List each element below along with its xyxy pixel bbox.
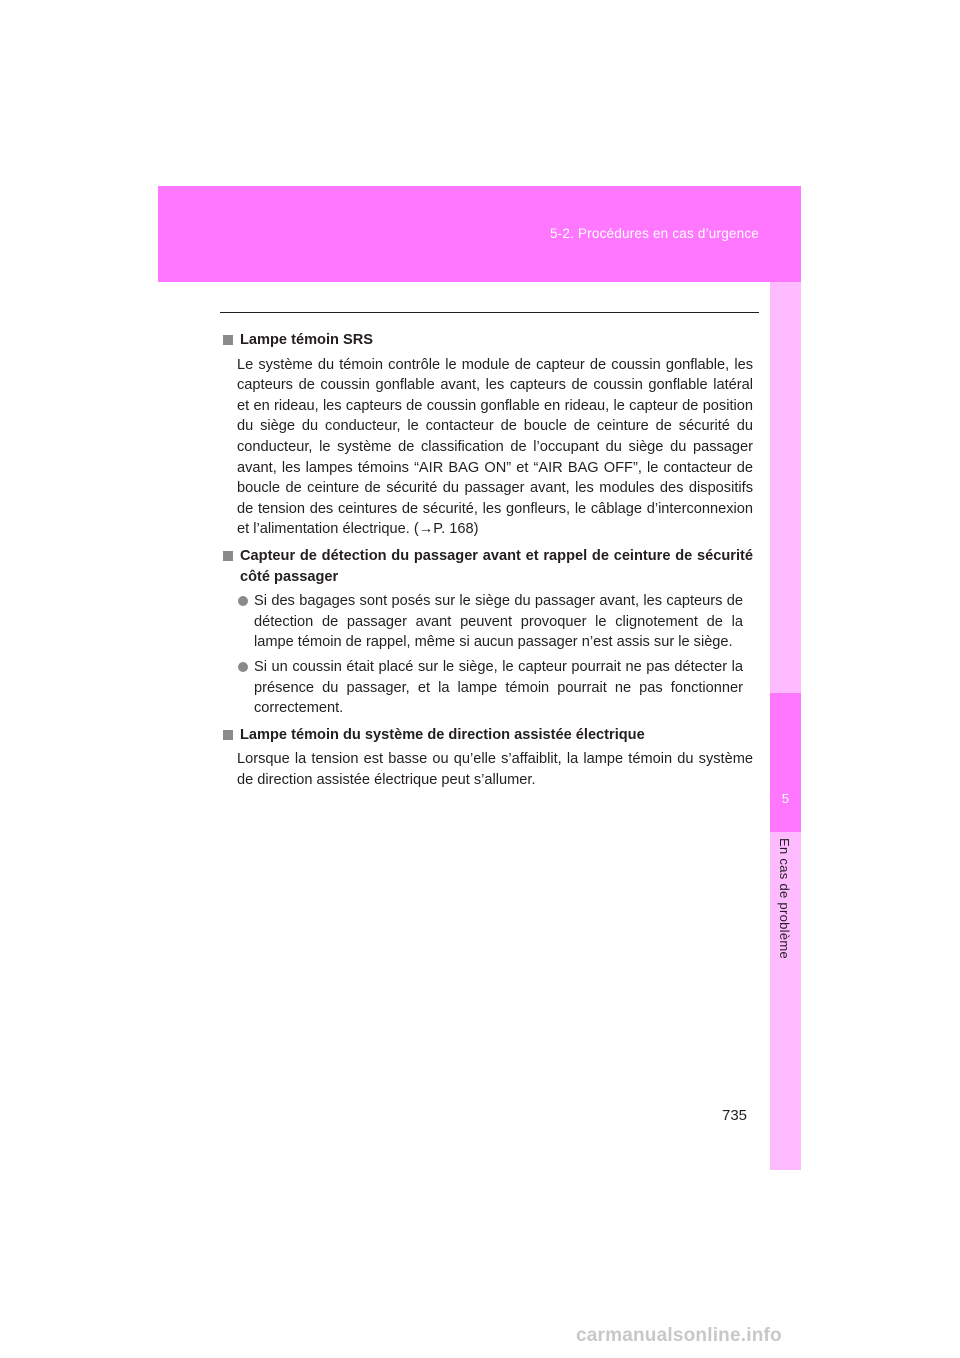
watermark: carmanualsonline.info	[576, 1325, 782, 1346]
heading-text: Capteur de détection du passager avant et rappel de ceinture de sécurité côté passager	[240, 547, 753, 585]
section-paragraph: Le système du témoin contrôle le module de capteur de coussin gonflable, les capteurs de coussin gonflable avant, les capteurs de coussin gonflable latéral et en rideau, les capteurs de coussin gonflable en rideau, le capteur de position du siège du conducteur, le contacteur de boucle de ceinture de sécurité du conducteur, le système de classification de l’occupant du siège du passager avant, les lampes témoins “AIR BAG ON” et “AIR BAG OFF”, le contacteur de boucle de ceinture de sécurité du passager avant, les modules des dispositifs de tension des ceintures de sécurité, les gonfleurs, le câblage d’interconnexion et l’alimentation électrique. (→P. 168)	[237, 356, 753, 538]
list-item	[237, 591, 753, 653]
square-bullet-icon	[223, 335, 233, 345]
circle-bullet-icon	[238, 662, 248, 672]
section-heading	[220, 725, 753, 746]
heading-text: Lampe témoin du système de direction assistée électrique	[240, 726, 645, 743]
chapter-number: 5	[781, 791, 790, 806]
heading-text: Lampe témoin SRS	[240, 332, 373, 348]
square-bullet-icon	[223, 730, 233, 740]
chapter-header-band	[158, 186, 801, 282]
section-heading	[220, 330, 753, 351]
section-eps-lamp	[220, 725, 753, 791]
square-bullet-icon	[223, 551, 233, 561]
list-item-text: Si un coussin était placé sur le siège, le capteur pourrait ne pas détecter la présence du passager, et la lampe témoin pourrait ne pas fonctionner correctement.	[254, 658, 743, 717]
page-content	[220, 330, 753, 796]
list-item	[237, 657, 753, 719]
circle-bullet-icon	[238, 596, 248, 606]
section-title: 5-2. Procédures en cas d’urgence	[549, 226, 759, 241]
section-paragraph: Lorsque la tension est basse ou qu’elle s’affaiblit, la lampe témoin du système de direction assistée électrique peut s’allumer.	[237, 751, 753, 788]
section-heading	[220, 546, 753, 587]
page-number: 735	[722, 1107, 748, 1124]
chapter-tab	[770, 693, 801, 832]
list-item-text: Si des bagages sont posés sur le siège du passager avant, les capteurs de détection de passager avant peuvent provoquer le clignotement de la lampe témoin de rappel, même si aucun passager n’est assis sur le siège.	[254, 593, 743, 651]
section-srs-lamp	[220, 330, 753, 540]
section-divider	[220, 312, 759, 313]
chapter-label: En cas de problème	[777, 838, 792, 960]
section-passenger-sensor	[220, 546, 753, 719]
